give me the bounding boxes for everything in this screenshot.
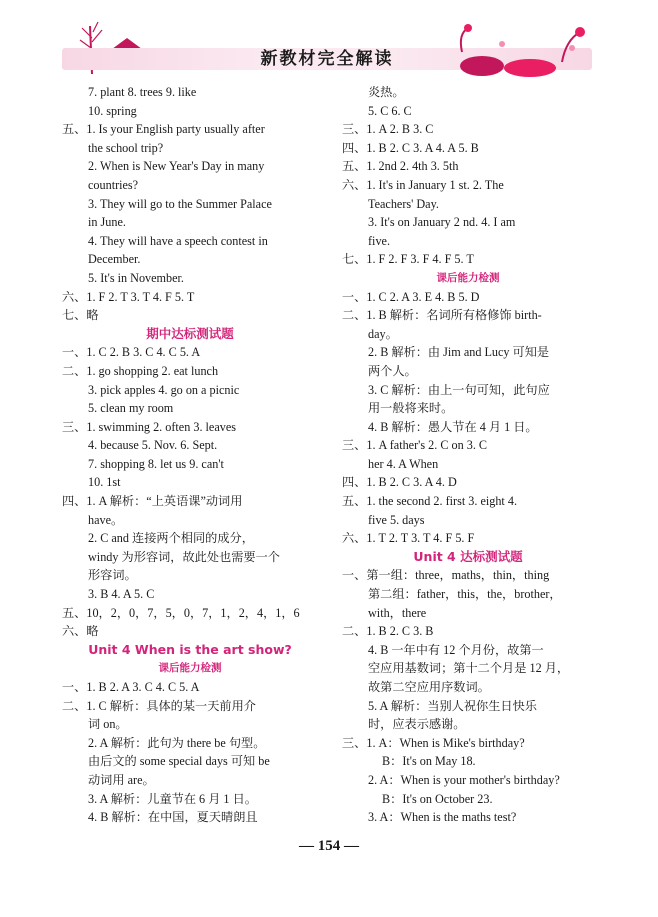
- answer-line: 4. B 解析：在中国，夏天晴朗且: [88, 810, 258, 825]
- answer-line: 10. spring: [88, 103, 137, 118]
- answer-line: 4. B 一年中有 12 个月份，故第一: [368, 642, 544, 657]
- answer-line: 二、1. B 2. C 3. B: [342, 624, 434, 639]
- answer-line: 七、略: [62, 308, 99, 323]
- answer-line: five 5. days: [368, 512, 425, 527]
- answer-line: five.: [368, 233, 390, 248]
- answer-line: 3. pick apples 4. go on a picnic: [88, 382, 240, 397]
- section-heading: 课后能力检测: [436, 271, 500, 284]
- answer-line: the school trip?: [88, 140, 164, 155]
- answer-line: 二、1. go shopping 2. eat lunch: [62, 363, 219, 378]
- answer-line: 7. shopping 8. let us 9. can't: [88, 456, 224, 471]
- answer-line: 四、1. B 2. C 3. A 4. D: [342, 475, 457, 490]
- answer-line: 六、略: [62, 624, 99, 639]
- answer-line: 六、1. It's in January 1 st. 2. The: [342, 177, 504, 192]
- answer-line: 两个人。: [368, 363, 417, 378]
- answer-line: 五、10，2，0，7，5，0，7，1，2，4，1，6: [62, 605, 300, 620]
- answer-line: 四、1. B 2. C 3. A 4. A 5. B: [342, 140, 479, 155]
- answer-line: Teachers' Day.: [368, 196, 439, 211]
- answer-line: December.: [88, 252, 141, 267]
- answer-line: 一、1. B 2. A 3. C 4. C 5. A: [62, 680, 200, 694]
- section-heading: Unit 4 When is the art show?: [88, 641, 292, 657]
- answer-line: B：It's on May 18.: [382, 754, 476, 769]
- answer-line: have。: [88, 512, 124, 527]
- section-heading: 课后能力检测: [158, 662, 222, 675]
- answer-line: 一、第一组：three，maths，thin，thing: [342, 568, 550, 583]
- answer-line: 由后文的 some special days 可知 be: [88, 754, 270, 769]
- answer-line: 4. They will have a speech contest in: [88, 233, 268, 248]
- answer-line: 空应用基数词；第十二个月是 12 月，: [368, 661, 570, 676]
- answer-line: 10. 1st: [88, 475, 121, 490]
- flower-decoration: [442, 22, 592, 80]
- page-header: [62, 18, 592, 80]
- answer-line: 7. plant 8. trees 9. like: [88, 85, 197, 99]
- section-heading: 期中达标测试题: [146, 325, 234, 341]
- answer-line: 二、1. C 解析：具体的某一天前用介: [62, 698, 256, 713]
- answer-line: 五、1. Is your English party usually after: [62, 122, 265, 137]
- section-heading: Unit 4 达标测试题: [413, 548, 523, 564]
- answer-line: 动词用 are。: [88, 772, 155, 787]
- answer-line: 4. because 5. Nov. 6. Sept.: [88, 438, 218, 453]
- answer-line: 第二组：father，this，the，brother，: [368, 587, 562, 602]
- answer-line: 炎热。: [368, 85, 405, 99]
- answer-line: 3. C 解析：由上一句可知，此句应: [368, 382, 550, 397]
- answer-line: 5. A 解析：当别人祝你生日快乐: [368, 698, 537, 713]
- answer-line: 七、1. F 2. F 3. F 4. F 5. T: [342, 252, 474, 267]
- answer-line: 五、1. the second 2. first 3. eight 4.: [342, 494, 517, 509]
- answer-line: 时，应表示感谢。: [368, 717, 466, 732]
- answer-line: 2. B 解析：由 Jim and Lucy 可知是: [368, 345, 550, 360]
- left-column: [62, 83, 318, 827]
- answer-line: windy 为形容词，故此处也需要一个: [88, 549, 280, 564]
- answer-line: 2. When is New Year's Day in many: [88, 159, 265, 174]
- answer-line: 5. C 6. C: [368, 103, 412, 118]
- answer-line: 3. They will go to the Summer Palace: [88, 196, 272, 211]
- answer-line: day。: [368, 326, 398, 341]
- answer-line: 一、1. C 2. B 3. C 4. C 5. A: [62, 345, 201, 360]
- answer-line: 2. A 解析：此句为 there be 句型。: [88, 735, 266, 750]
- answer-line: 3. A 解析：儿童节在 6 月 1 日。: [88, 791, 257, 806]
- answer-line: 四、1. A 解析：“上英语课”动词用: [62, 494, 243, 509]
- right-column: [342, 83, 594, 827]
- answer-line: 五、1. 2nd 2. 4th 3. 5th: [342, 159, 459, 174]
- answer-line: 3. It's on January 2 nd. 4. I am: [368, 215, 516, 230]
- page-title: 新教材完全解读: [260, 49, 394, 69]
- answer-line: 用一般将来时。: [368, 401, 454, 416]
- answer-line: 三、1. A：When is Mike's birthday?: [342, 735, 525, 750]
- answer-line: B：It's on October 23.: [382, 791, 493, 806]
- answer-line: 5. It's in November.: [88, 270, 184, 285]
- answer-line: 2. C and 连接两个相同的成分，: [88, 531, 254, 546]
- answer-line: 六、1. T 2. T 3. T 4. F 5. F: [342, 531, 475, 546]
- answer-line: 5. clean my room: [88, 401, 174, 416]
- answer-line: 2. A：When is your mother's birthday?: [368, 772, 560, 787]
- answer-line: her 4. A When: [368, 456, 439, 471]
- answer-line: 3. A：When is the maths test?: [368, 810, 517, 825]
- answer-line: 三、1. A father's 2. C on 3. C: [342, 438, 488, 453]
- answer-line: with，there: [368, 605, 427, 620]
- answer-line: 4. B 解析：愚人节在 4 月 1 日。: [368, 419, 538, 434]
- answer-line: 六、1. F 2. T 3. T 4. F 5. T: [62, 289, 195, 304]
- answer-line: 3. B 4. A 5. C: [88, 587, 155, 602]
- answer-line: 三、1. swimming 2. often 3. leaves: [62, 419, 236, 434]
- answer-line: 形容词。: [88, 568, 137, 583]
- answer-line: in June.: [88, 215, 126, 230]
- answer-line: 一、1. C 2. A 3. E 4. B 5. D: [342, 289, 480, 304]
- answer-line: countries?: [88, 177, 139, 192]
- answer-line: 二、1. B 解析：名词所有格修饰 birth-: [342, 308, 542, 323]
- page-number: — 154 —: [299, 838, 359, 854]
- answer-line: 词 on。: [88, 717, 128, 732]
- answer-line: 三、1. A 2. B 3. C: [342, 122, 434, 137]
- answer-line: 故第二空应用序数词。: [368, 680, 490, 694]
